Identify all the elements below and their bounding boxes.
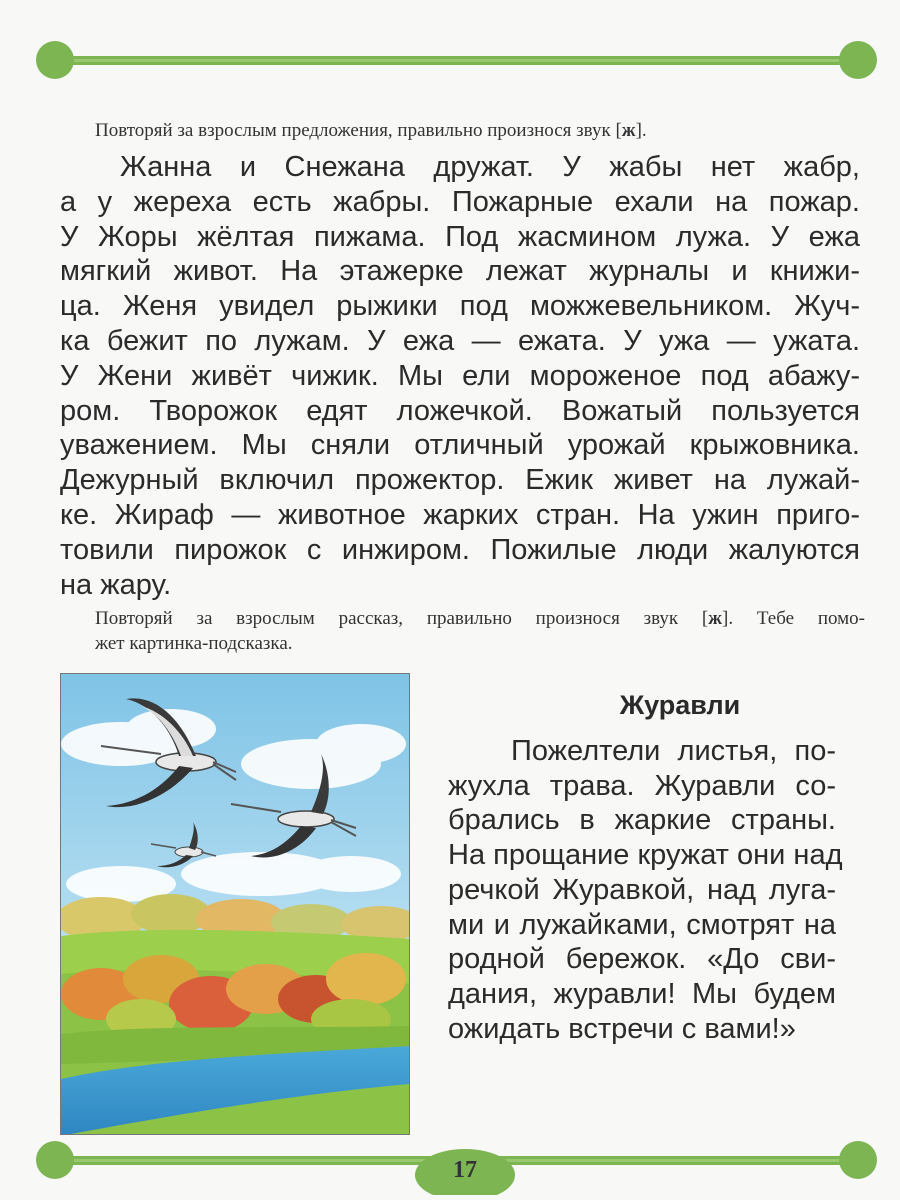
story-line: брались в жаркие страны. (448, 804, 836, 837)
text-line: ца. Женя увидел рыжики под можжевельником. Жуч- (60, 290, 860, 323)
right-rule-dot (839, 41, 877, 79)
story-line: речкой Журавкой, над луга- (448, 873, 836, 906)
story-line: дания, журавли! Мы будем (448, 977, 836, 1010)
sound-letter: ж (621, 120, 636, 141)
text-line: ка бежит по лужам. У ежа — ежата. У ужа — ужата. (60, 324, 860, 357)
text-line: а у жереха есть жабры. Пожарные ехали на пожар. (60, 185, 860, 218)
instruction-sentences: Повторяй за взрослым предложения, правильно произнося звук [ж]. (95, 120, 647, 141)
cranes-illustration (60, 673, 410, 1135)
text-line: У Жоры жёлтая пижама. Под жасмином лужа. У ежа (60, 220, 860, 253)
text-line: Дежурный включил прожектор. Ежик живет на лужай- (60, 464, 860, 497)
page-number: 17 (453, 1157, 477, 1183)
left-rule-dot (36, 41, 74, 79)
sound-letter: ж (708, 608, 723, 629)
text-line: ром. Творожок едят ложечкой. Вожатый пользуется (60, 394, 860, 427)
instruction-story: Повторяй за взрослым рассказ, правильно произнося звук [ж]. Тебе помо- жет картинка-подсказка. (95, 608, 866, 654)
story-title: Журавли (619, 690, 741, 720)
story-line: ожидать встречи с вами!» (448, 1012, 796, 1045)
text-line: товили пирожок с инжиром. Пожилые люди жалуются (60, 533, 860, 566)
left-rule-dot (36, 1141, 74, 1179)
top-decorative-rule (0, 30, 900, 90)
text-line: Жанна и Снежана дружат. У жабы нет жабр, (120, 151, 860, 183)
tongue-twister-sentences (60, 150, 860, 602)
text-line: ке. Жираф — животное жарких стран. На ужин приго- (60, 498, 860, 531)
story-line: Пожелтели листья, по- (511, 735, 836, 767)
text-line: мягкий живот. На этажерке лежат журналы и книжи- (60, 255, 860, 288)
text-line: на жару. (60, 568, 172, 601)
right-rule-dot (839, 1141, 877, 1179)
story-line: На прощание кружат они над (448, 839, 843, 872)
story-line: родной бережок. «До сви- (448, 943, 836, 976)
story-line: жухла трава. Журавли со- (448, 769, 836, 802)
story-text (448, 734, 843, 1046)
text-line: уважением. Мы сняли отличный урожай крыжовника. (60, 429, 860, 462)
text-line: У Жени живёт чижик. Мы ели мороженое под абажу- (60, 359, 860, 392)
story-line: ми и лужайками, смотрят на (448, 908, 836, 941)
